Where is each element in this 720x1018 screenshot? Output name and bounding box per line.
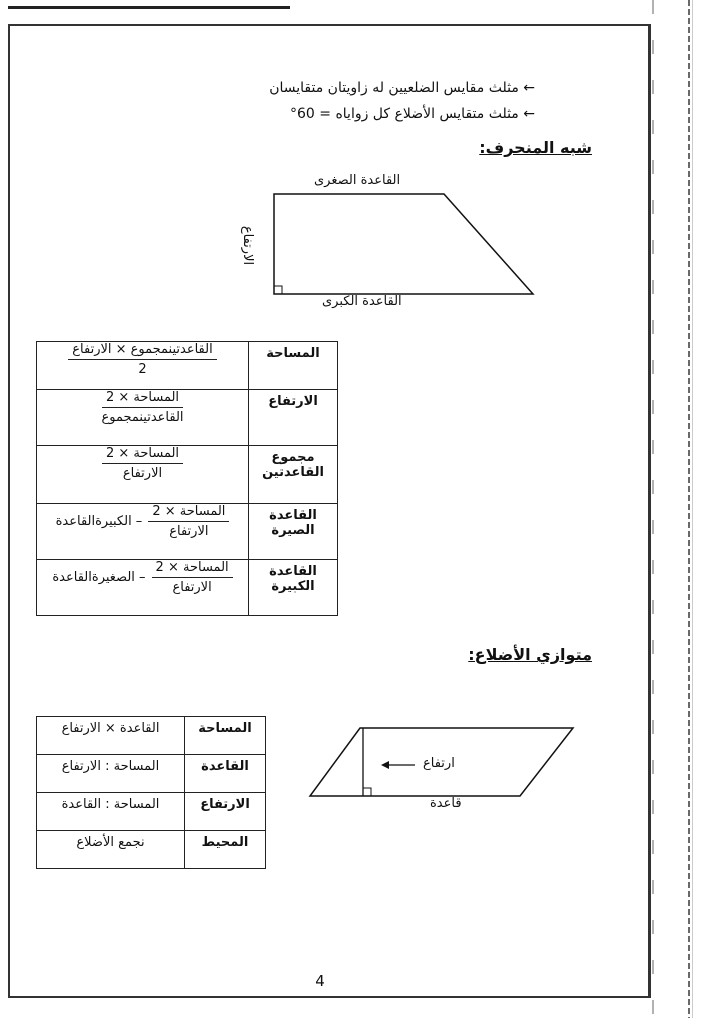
formula-subtrahend: – الصغيرةالقاعدة <box>52 570 146 585</box>
row-key: مجموع القاعدتين <box>249 446 338 504</box>
arrow-head-icon <box>381 761 389 769</box>
note-equilateral: ← مثلث متقايس الأضلاع كل زواياه = 60° <box>289 106 535 122</box>
page-number: 4 <box>315 972 325 990</box>
row-key: القاعدة الصيرة <box>249 504 338 560</box>
row-key: المساحة <box>249 342 338 390</box>
table-row <box>37 755 266 793</box>
fraction: $\frac{\text{المساحة × 2}}{\text{الارتفاع}}$ <box>152 560 233 595</box>
table-row <box>37 342 338 390</box>
fraction: $\frac{\text{القاعدتينمجموع × الارتفاع}}{2}$ <box>68 342 216 377</box>
table-row <box>37 831 266 869</box>
formula-subtrahend: – الكبيرةالقاعدة <box>55 514 143 529</box>
right-angle-mark <box>363 788 371 796</box>
parallelogram-base-label: قاعدة <box>430 796 462 811</box>
parallelogram-height-label: ارتفاع <box>423 756 455 771</box>
note-isosceles: ← مثلث مقايس الضلعيين له زاويتان متقايسان <box>269 80 535 96</box>
right-angle-mark <box>274 286 282 294</box>
row-formula <box>37 560 249 616</box>
trapezoid-figure <box>250 168 550 313</box>
row-formula: المساحة : الارتفاع <box>37 755 185 793</box>
row-formula: نجمع الأضلاع <box>37 831 185 869</box>
parallelogram-heading: متوازي الأضلاع: <box>468 645 592 664</box>
scan-edge-line <box>692 0 693 1018</box>
row-formula <box>37 504 249 560</box>
row-formula: القاعدة × الارتفاع <box>37 717 185 755</box>
scan-edge-line <box>652 0 654 1018</box>
row-key: القاعدة <box>185 755 266 793</box>
row-formula <box>37 446 249 504</box>
row-key: المساحة <box>185 717 266 755</box>
fraction: $\frac{\text{المساحة × 2}}{\text{القاعدتينمجموع}}$ <box>101 390 184 425</box>
parallelogram-formulas-table <box>36 716 266 869</box>
row-key: القاعدة الكبيرة <box>249 560 338 616</box>
table-row <box>37 390 338 446</box>
table-row <box>37 560 338 616</box>
table-row <box>37 504 338 560</box>
trapezoid-formulas-table <box>36 341 338 616</box>
row-key: الارتفاع <box>185 793 266 831</box>
fraction: $\frac{\text{المساحة × 2}}{\text{الارتفاع}}$ <box>148 504 229 539</box>
table-row <box>37 717 266 755</box>
row-formula <box>37 390 249 446</box>
trapezoid-height-label: الارتفاع <box>240 225 256 266</box>
table-row <box>37 793 266 831</box>
table-row <box>37 446 338 504</box>
top-rule <box>8 6 290 9</box>
fraction: $\frac{\text{المساحة × 2}}{\text{الارتفاع}}$ <box>102 446 183 481</box>
trapezoid-heading: شبه المنحرف: <box>479 138 592 157</box>
row-key: الارتفاع <box>249 390 338 446</box>
large-base-label: القاعدة الكبرى <box>322 294 402 309</box>
row-formula <box>37 342 249 390</box>
row-key: المحيط <box>185 831 266 869</box>
scan-edge-line <box>688 0 690 1018</box>
trapezoid-shape <box>274 194 533 294</box>
small-base-label: القاعدة الصغرى <box>314 173 401 188</box>
row-formula: المساحة : القاعدة <box>37 793 185 831</box>
